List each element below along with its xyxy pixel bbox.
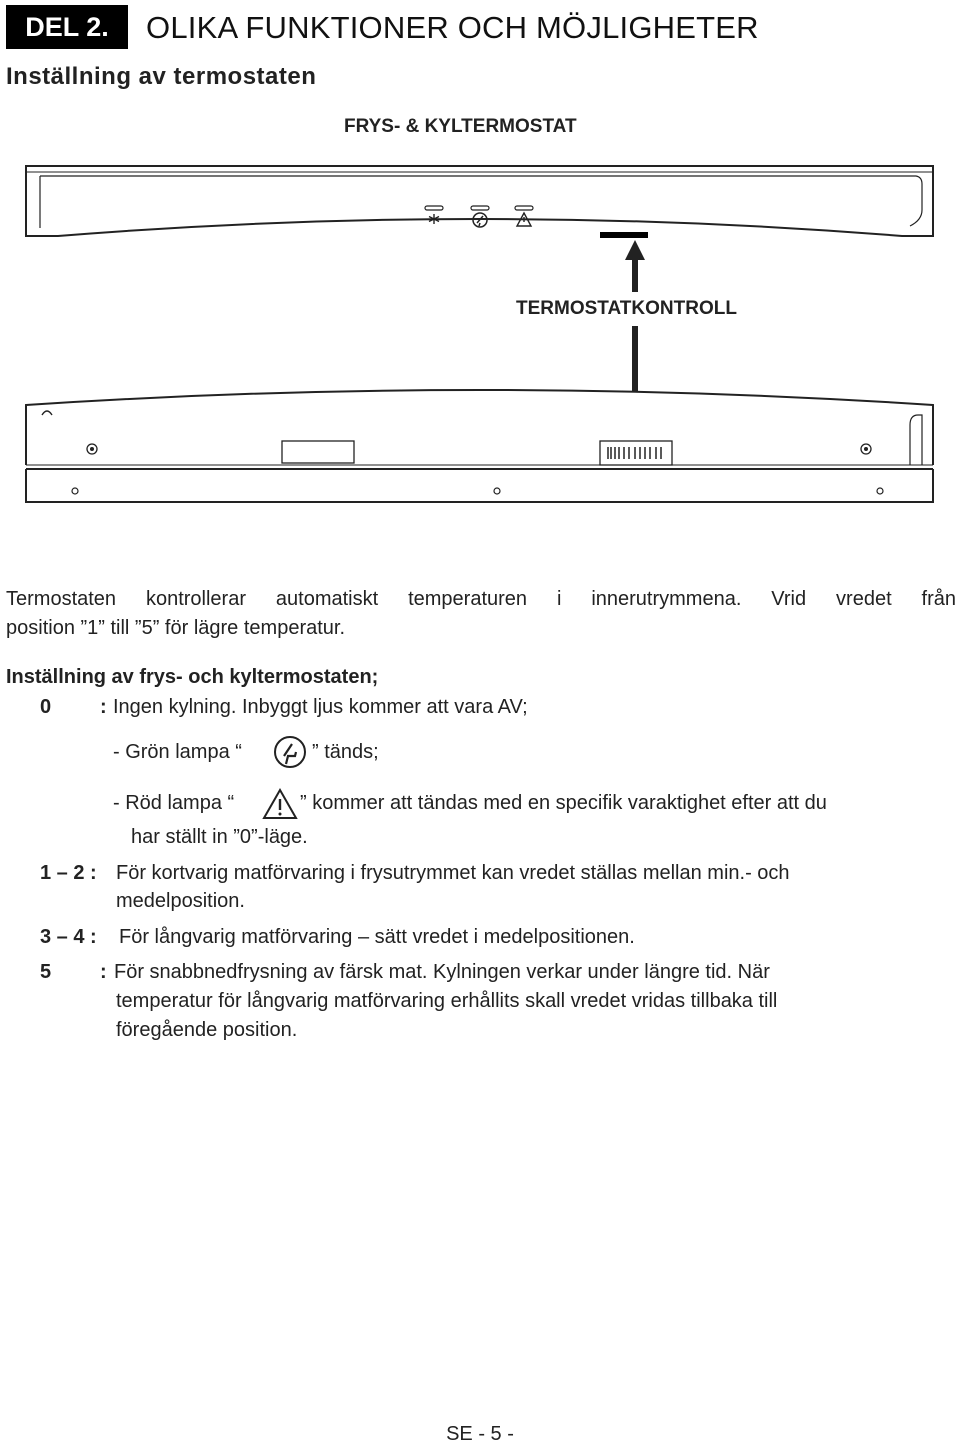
pos5-line-2: temperatur för långvarig matförvaring erhållits skall vredet vridas tillbaka till xyxy=(116,990,778,1012)
pos34-text: För långvarig matförvaring – sätt vredet i medelpositionen. xyxy=(119,926,635,948)
pos5-colon: : xyxy=(100,961,107,983)
green-lamp-pre: - Grön lampa “ xyxy=(113,741,242,763)
arrow-up xyxy=(600,240,670,296)
green-lamp-post: ” tänds; xyxy=(312,741,379,763)
pos5-key: 5 xyxy=(40,961,52,983)
page-number: SE - 5 - xyxy=(446,1423,514,1445)
control-label: TERMOSTATKONTROLL xyxy=(516,298,737,319)
pos12-line-1: För kortvarig matförvaring i frysutrymmet kan vredet ställas mellan min.- och xyxy=(116,862,790,884)
control-panel-top-drawing xyxy=(0,150,960,250)
plug-icon xyxy=(272,734,308,770)
panel-label: FRYS- & KYLTERMOSTAT xyxy=(344,116,577,137)
section-badge: DEL 2. xyxy=(6,5,128,49)
intro-line-2: position ”1” till ”5” för lägre temperatur. xyxy=(6,617,346,639)
section-title: Inställning av termostaten xyxy=(6,63,317,90)
settings-heading: Inställning av frys- och kyltermostaten; xyxy=(6,666,379,688)
pos5-line-3: föregående position. xyxy=(116,1019,298,1041)
red-lamp-pre: - Röd lampa “ xyxy=(113,792,235,814)
warning-icon xyxy=(262,788,298,820)
pos0-text: Ingen kylning. Inbyggt ljus kommer att vara AV; xyxy=(113,696,528,718)
pos5-line-1: För snabbnedfrysning av färsk mat. Kylningen verkar under längre tid. När xyxy=(114,961,770,983)
pos12-line-2: medelposition. xyxy=(116,890,245,912)
pos34-key: 3 – 4 : xyxy=(40,926,97,948)
pos0-colon: : xyxy=(100,696,107,718)
pos0-key: 0 xyxy=(40,696,52,718)
pos12-key: 1 – 2 : xyxy=(40,862,97,884)
intro-line-1: Termostaten kontrollerar automatiskt temperaturen i innerutrymmena. Vrid vredet från xyxy=(6,588,956,610)
red-lamp-line-2: har ställt in ”0”-läge. xyxy=(131,826,308,848)
chapter-title: OLIKA FUNKTIONER OCH MÖJLIGHETER xyxy=(146,10,759,45)
red-lamp-post: ” kommer att tändas med en specifik varaktighet efter att du xyxy=(300,792,827,814)
control-panel-front-drawing xyxy=(0,385,960,510)
